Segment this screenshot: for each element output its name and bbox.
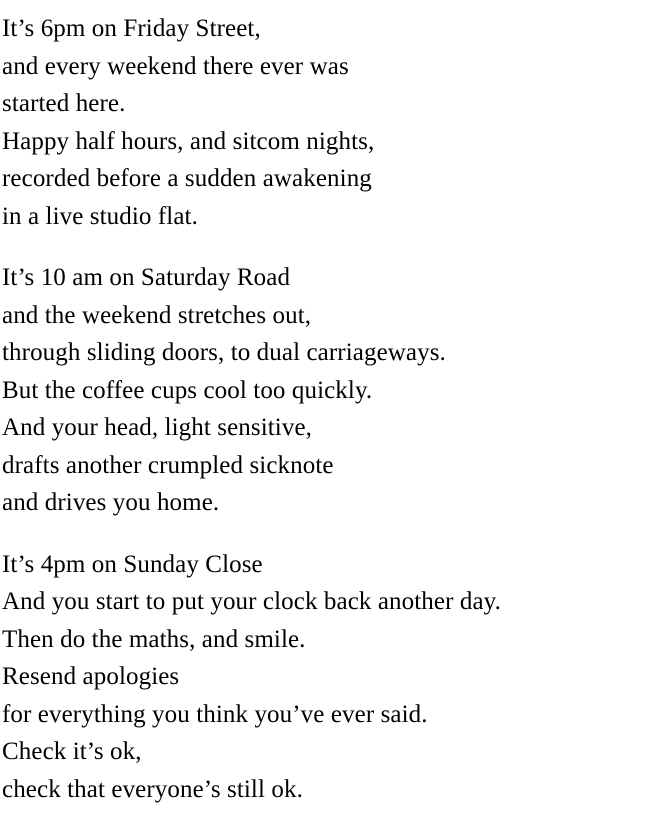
stanza [2, 546, 652, 809]
poem-line: It’s 10 am on Saturday Road [2, 264, 291, 291]
poem-line: Check it’s ok, [2, 738, 142, 765]
poem-line: It’s 4pm on Sunday Close [2, 550, 263, 578]
poem-line: And you start to put your clock back another day. [2, 588, 501, 615]
poem-line: through sliding doors, to dual carriageways. [2, 339, 446, 366]
poem-line: recorded before a sudden awakening [2, 165, 372, 192]
poem-line: But the coffee cups cool too quickly. [2, 376, 373, 404]
poem-line: drafts another crumpled sicknote [2, 451, 334, 479]
poem-line: and drives you home. [2, 489, 220, 516]
poem-line: in a live studio flat. [2, 202, 198, 230]
poem-line: Then do the maths, and smile. [2, 625, 306, 653]
poem-line: Happy half hours, and sitcom nights, [2, 127, 375, 155]
poem-line: and every weekend there ever was [2, 52, 349, 80]
poem-line: and the weekend stretches out, [2, 301, 312, 329]
poem-line: And your head, light sensitive, [2, 414, 312, 441]
poem-line: for everything you think you’ve ever said. [2, 700, 428, 728]
stanza [2, 259, 652, 522]
poem-line: It’s 6pm on Friday Street, [2, 15, 261, 42]
poem-line: started here. [2, 90, 126, 117]
poem-line: check that everyone’s still ok. [2, 775, 303, 803]
poem-line: Resend apologies [2, 663, 180, 690]
stanza [2, 10, 652, 235]
